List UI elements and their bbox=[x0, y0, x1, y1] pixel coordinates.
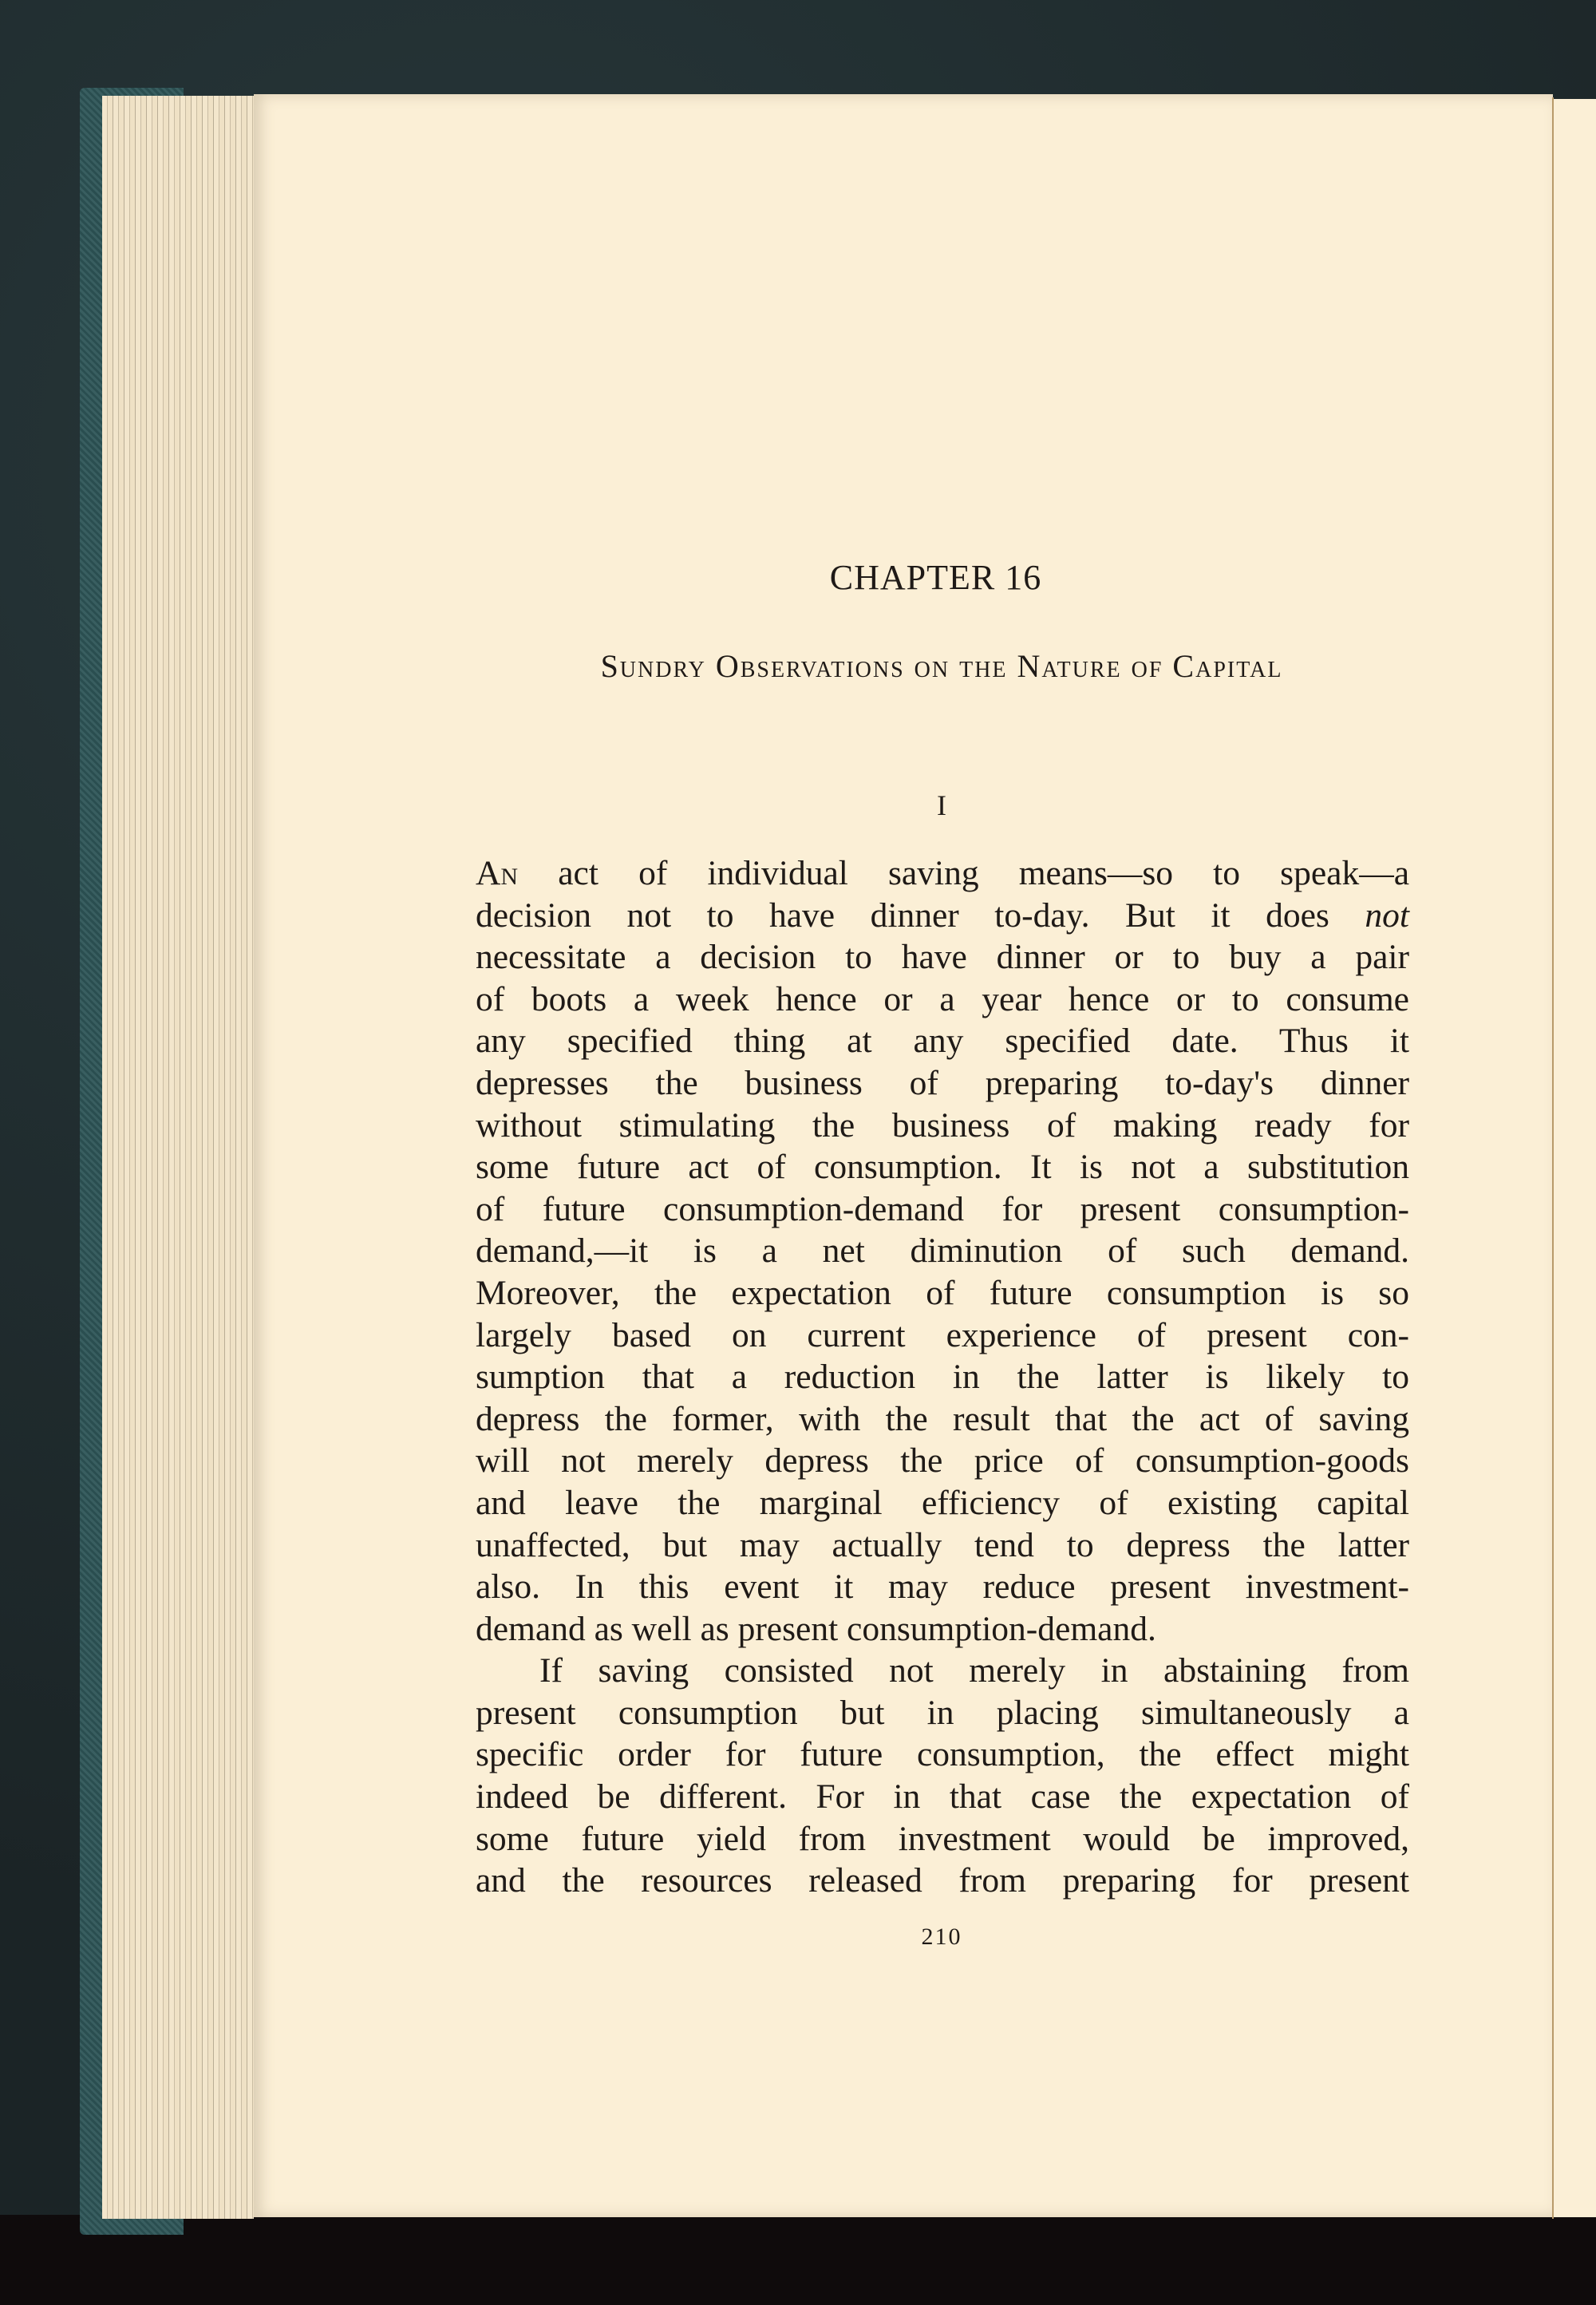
body-line: demand as well as present consumption-demand. bbox=[476, 1609, 1156, 1648]
body-line: without stimulating the business of making ready for bbox=[476, 1105, 1409, 1145]
body-line: some future yield from investment would be improved, bbox=[476, 1819, 1409, 1858]
body-line: present consumption but in placing simultaneously a bbox=[476, 1693, 1409, 1732]
body-line: decision not to have dinner to-day. But it does not bbox=[476, 896, 1409, 935]
scan-backdrop bbox=[0, 2215, 1596, 2305]
body-line: An act of individual saving means—so to speak—a bbox=[476, 854, 1409, 892]
body-line: Moreover, the expectation of future consumption is so bbox=[476, 1273, 1409, 1312]
body-line: will not merely depress the price of consumption-goods bbox=[476, 1441, 1409, 1481]
body-line: and the resources released from preparing for present bbox=[476, 1861, 1409, 1900]
body-line: and leave the marginal efficiency of existing capital bbox=[476, 1483, 1409, 1522]
body-line: largely based on current experience of present con- bbox=[476, 1315, 1409, 1354]
page-number: 210 bbox=[921, 1923, 962, 1950]
body-line: demand,—it is a net diminution of such demand. bbox=[476, 1232, 1409, 1271]
body-line: depress the former, with the result that the act of saving bbox=[476, 1399, 1409, 1438]
body-line: depresses the business of preparing to-day's dinner bbox=[476, 1063, 1409, 1102]
body-line: some future act of consumption. It is not a substitution bbox=[476, 1148, 1409, 1187]
body-text bbox=[476, 852, 1409, 1902]
body-line: any specified thing at any specified date. Thus it bbox=[476, 1022, 1409, 1061]
body-line: sumption that a reduction in the latter is likely to bbox=[476, 1358, 1409, 1397]
body-line: specific order for future consumption, the effect might bbox=[476, 1735, 1409, 1774]
body-line: necessitate a decision to have dinner or to buy a pair bbox=[476, 938, 1409, 977]
lead-small-caps: An bbox=[476, 854, 519, 892]
body-line: If saving consisted not merely in abstaining from bbox=[539, 1651, 1409, 1690]
body-line: unaffected, but may actually tend to depress the latter bbox=[476, 1525, 1409, 1564]
section-numeral: I bbox=[937, 789, 946, 821]
italic-emphasis: not bbox=[1365, 896, 1409, 935]
body-line: of boots a week hence or a year hence or to consume bbox=[476, 979, 1409, 1018]
body-line: indeed be different. For in that case the expectation of bbox=[476, 1777, 1409, 1817]
chapter-heading: CHAPTER 16 bbox=[829, 558, 1042, 597]
body-line: also. In this event it may reduce present investment- bbox=[476, 1568, 1409, 1607]
facing-page-edge bbox=[1554, 99, 1596, 2217]
chapter-title: Sundry Observations on the Nature of Capital bbox=[600, 648, 1283, 684]
body-line: of future consumption-demand for present consumption- bbox=[476, 1189, 1409, 1228]
page-edges-stack bbox=[102, 96, 254, 2219]
